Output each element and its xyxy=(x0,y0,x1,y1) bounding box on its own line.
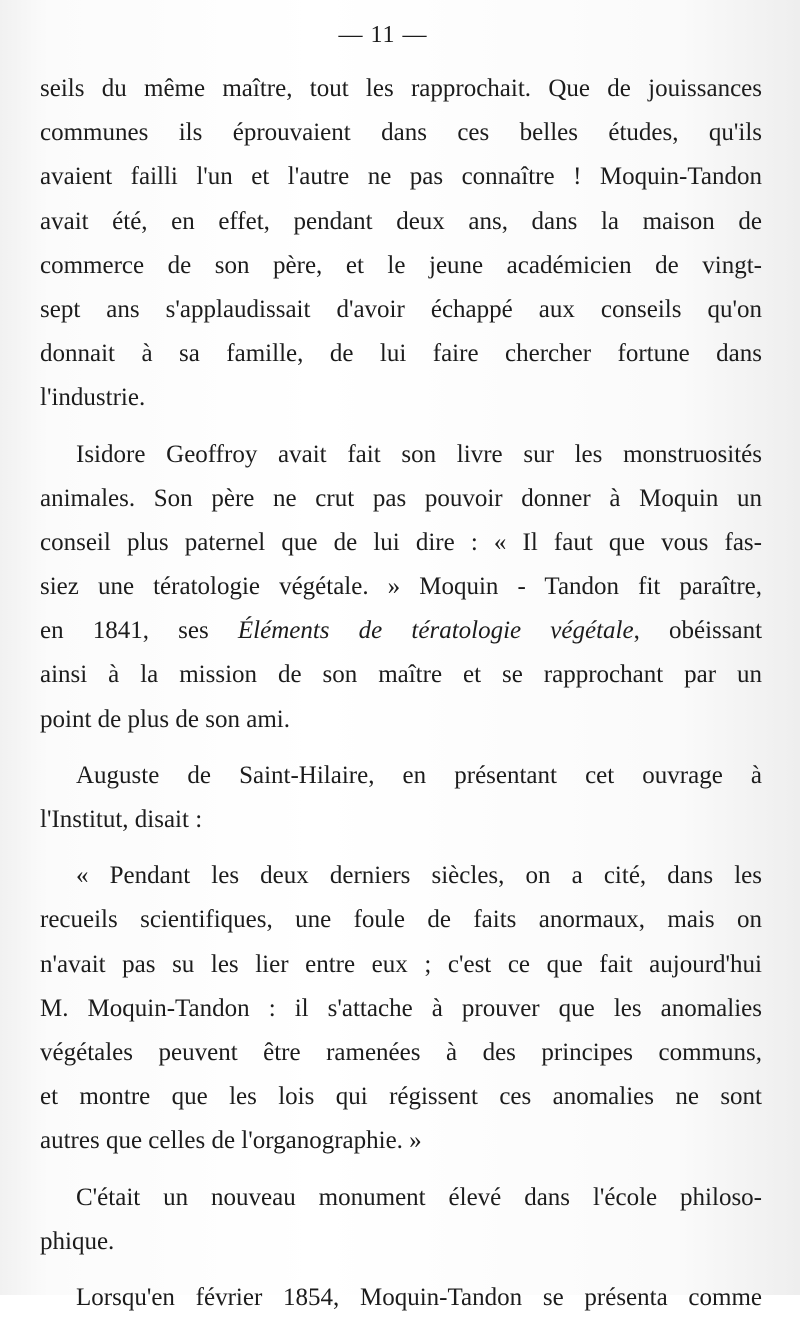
text-line: Auguste de Saint-Hilaire, en présentant cet ouvrage à xyxy=(76,761,762,789)
paragraph-1 xyxy=(40,67,762,421)
text-line: recueils scientifiques, une foule de faits anormaux, mais on xyxy=(40,906,762,934)
text-line: Lorsqu'en février 1854, Moquin-Tandon se présenta comme xyxy=(76,1283,762,1311)
text-line: avait été, en effet, pendant deux ans, dans la maison de xyxy=(40,207,762,235)
text-before-title: en 1841, ses xyxy=(40,617,238,645)
paragraph-6 xyxy=(40,1276,762,1320)
text-line: animales. Son père ne crut pas pouvoir donner à Moquin un xyxy=(40,484,762,512)
text-line: donnait à sa famille, de lui faire chercher fortune dans xyxy=(40,340,762,368)
text-line: commerce de son père, et le jeune académicien de vingt- xyxy=(40,251,762,279)
page-number: — 11 — xyxy=(338,22,428,48)
paragraph-2 xyxy=(40,433,762,742)
paragraph-3 xyxy=(40,754,762,842)
quotation-paragraph xyxy=(40,854,762,1163)
text-line: conseil plus paternel que de lui dire : « Il faut que vous fas- xyxy=(40,528,762,556)
text-line: sept ans s'applaudissait d'avoir échappé aux conseils qu'on xyxy=(40,295,762,323)
text-line: l'industrie. xyxy=(40,384,146,412)
text-line-with-title xyxy=(40,609,762,653)
book-title: Éléments de tératologie végétale xyxy=(237,617,634,645)
text-line: l'Institut, disait : xyxy=(40,806,203,833)
text-line: avaient failli l'un et l'autre ne pas connaître ! Moquin-Tandon xyxy=(40,163,762,191)
text-line: point de plus de son ami. xyxy=(40,705,290,733)
text-line: C'était un nouveau monument élevé dans l'école philoso- xyxy=(76,1183,762,1211)
text-line: phique. xyxy=(40,1227,115,1255)
text-line: Isidore Geoffroy avait fait son livre sur les monstruosités xyxy=(76,440,762,468)
text-line: « Pendant les deux derniers siècles, on a cité, dans les xyxy=(76,862,762,890)
text-line: n'avait pas su les lier entre eux ; c'est ce que fait aujourd'hui xyxy=(40,950,762,978)
body-text xyxy=(40,67,762,1332)
text-after-title: , obéissant xyxy=(633,617,763,645)
text-line: seils du même maître, tout les rapprochait. Que de jouissances xyxy=(40,75,762,102)
text-line: communes ils éprouvaient dans ces belles études, qu'ils xyxy=(40,119,762,147)
text-line: M. Moquin-Tandon : il s'attache à prouver que les anomalies xyxy=(40,994,762,1022)
text-line: autres que celles de l'organographie. » xyxy=(40,1127,422,1155)
text-line: et montre que les lois qui régissent ces anomalies ne sont xyxy=(40,1083,762,1111)
text-line: siez une tératologie végétale. » Moquin - Tandon fit paraître, xyxy=(40,573,762,601)
text-line: végétales peuvent être ramenées à des principes communs, xyxy=(40,1038,762,1066)
paragraph-5 xyxy=(40,1176,762,1264)
text-line: ainsi à la mission de son maître et se rapprochant par un xyxy=(40,661,762,689)
